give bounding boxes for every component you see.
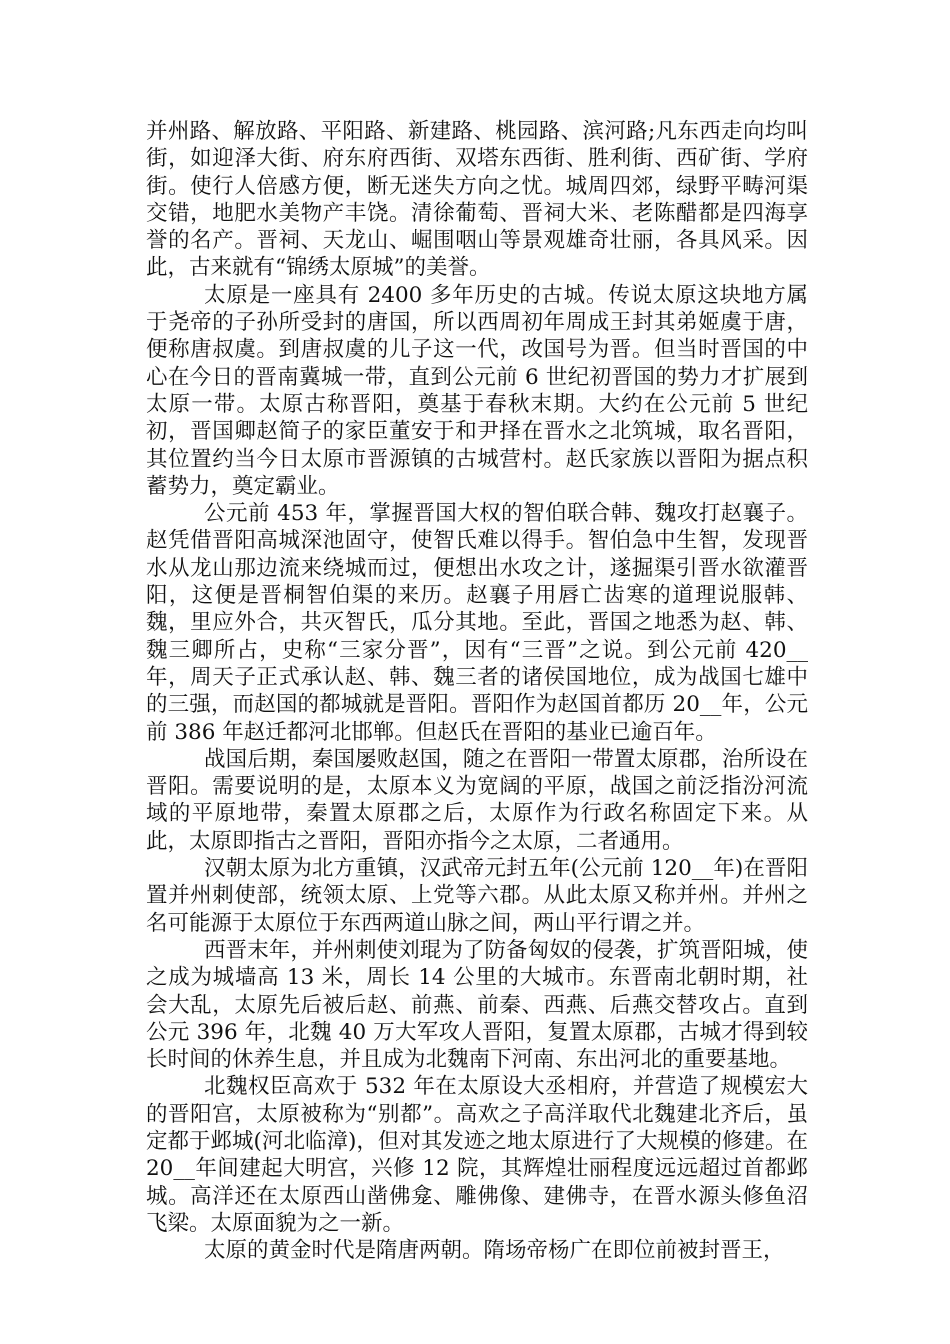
paragraph-5: 汉朝太原为北方重镇，汉武帝元封五年(公元前 120__年)在晋阳置并州刺使部，统领太原、上党等六郡。从此太原又称并州。并州之名可能源于太原位于东西两道山脉之间，两山平行谓之并。 <box>146 856 808 936</box>
paragraph-2: 太原是一座具有 2400 多年历史的古城。传说太原这块地方属于尧帝的子孙所受封的唐国，所以西周初年周成王封其弟姬虞于唐，便称唐叔虞。到唐叔虞的儿子这一代，改国号为晋。但当时晋国的中心在今日的晋南冀城一带，直到公元前 6 世纪初晋国的势力才扩展到太原一带。太原古称晋阳，奠基于春秋末期。大约在公元前 5 世纪初，晋国卿赵简子的家臣董安于和尹择在晋水之北筑城，取名晋阳，其位置约当今日太原市晋源镇的古城营村。赵氏家族以晋阳为据点积蓄势力，奠定霸业。 <box>146 282 808 499</box>
paragraph-4: 战国后期，秦国屡败赵国，随之在晋阳一带置太原郡，治所设在晋阳。需要说明的是，太原本义为宽阔的平原，战国之前泛指汾河流域的平原地带，秦置太原郡之后，太原作为行政名称固定下来。从此，太原即指古之晋阳，晋阳亦指今之太原，二者通用。 <box>146 746 808 854</box>
paragraph-1: 并州路、解放路、平阳路、新建路、桃园路、滨河路;凡东西走向均叫街，如迎泽大街、府东府西街、双塔东西街、胜利街、西矿街、学府街。使行人倍感方便，断无迷失方向之忧。城周四郊，绿野平畴河渠交错，地肥水美物产丰饶。清徐葡萄、晋祠大米、老陈醋都是四海享誉的名产。晋祠、天龙山、崛围咽山等景观雄奇壮丽，各具风采。因此，古来就有“锦绣太原城”的美誉。 <box>146 119 808 281</box>
paragraph-7: 北魏权臣高欢于 532 年在太原设大丞相府，并营造了规模宏大的晋阳宫，太原被称为“别都”。高欢之子高洋取代北魏建北齐后，虽定都于邺城(河北临漳)，但对其发迹之地太原进行了大规模的修建。在 20__年间建起大明宫，兴修 12 院，其辉煌壮丽程度远远超过首都邺城。高洋还在太原西山凿佛龛、雕佛像、建佛寺，在晋水源头修鱼沼飞梁。太原面貌为之一新。 <box>146 1074 808 1236</box>
paragraph-6: 西晋末年，并州刺使刘琨为了防备匈奴的侵袭，扩筑晋阳城，使之成为城墙高 13 米，周长 14 公里的大城市。东晋南北朝时期，社会大乱，太原先后被后赵、前燕、前秦、西燕、后燕交替攻占。直到公元 396 年，北魏 40 万大军攻人晋阳，复置太原郡，古城才得到较长时间的休养生息，并且成为北魏南下河南、东出河北的重要基地。 <box>146 937 808 1073</box>
paragraph-3: 公元前 453 年，掌握晋国大权的智伯联合韩、魏攻打赵襄子。赵凭借晋阳高城深池固守，使智氏难以得手。智伯急中生智，发现晋水从龙山那边流来绕城而过，便想出水攻之计，遂掘渠引晋水欲灌晋阳，这便是晋桐智伯渠的来历。赵襄子用唇亡齿寒的道理说服韩、魏，里应外合，共灭智氏，瓜分其地。至此，晋国之地悉为赵、韩、魏三卿所占，史称“三家分晋”，因有“三晋”之说。到公元前 420__年，周天子正式承认赵、韩、魏三者的诸侯国地位，成为战国七雄中的三强，而赵国的都城就是晋阳。晋阳作为赵国首都历 20__年，公元前 386 年赵迁都河北邯郸。但赵氏在晋阳的基业已逾百年。 <box>146 501 808 745</box>
paragraph-8: 太原的黄金时代是隋唐两朝。隋场帝杨广在即位前被封晋王， <box>204 1238 785 1264</box>
document-body <box>146 118 808 1264</box>
